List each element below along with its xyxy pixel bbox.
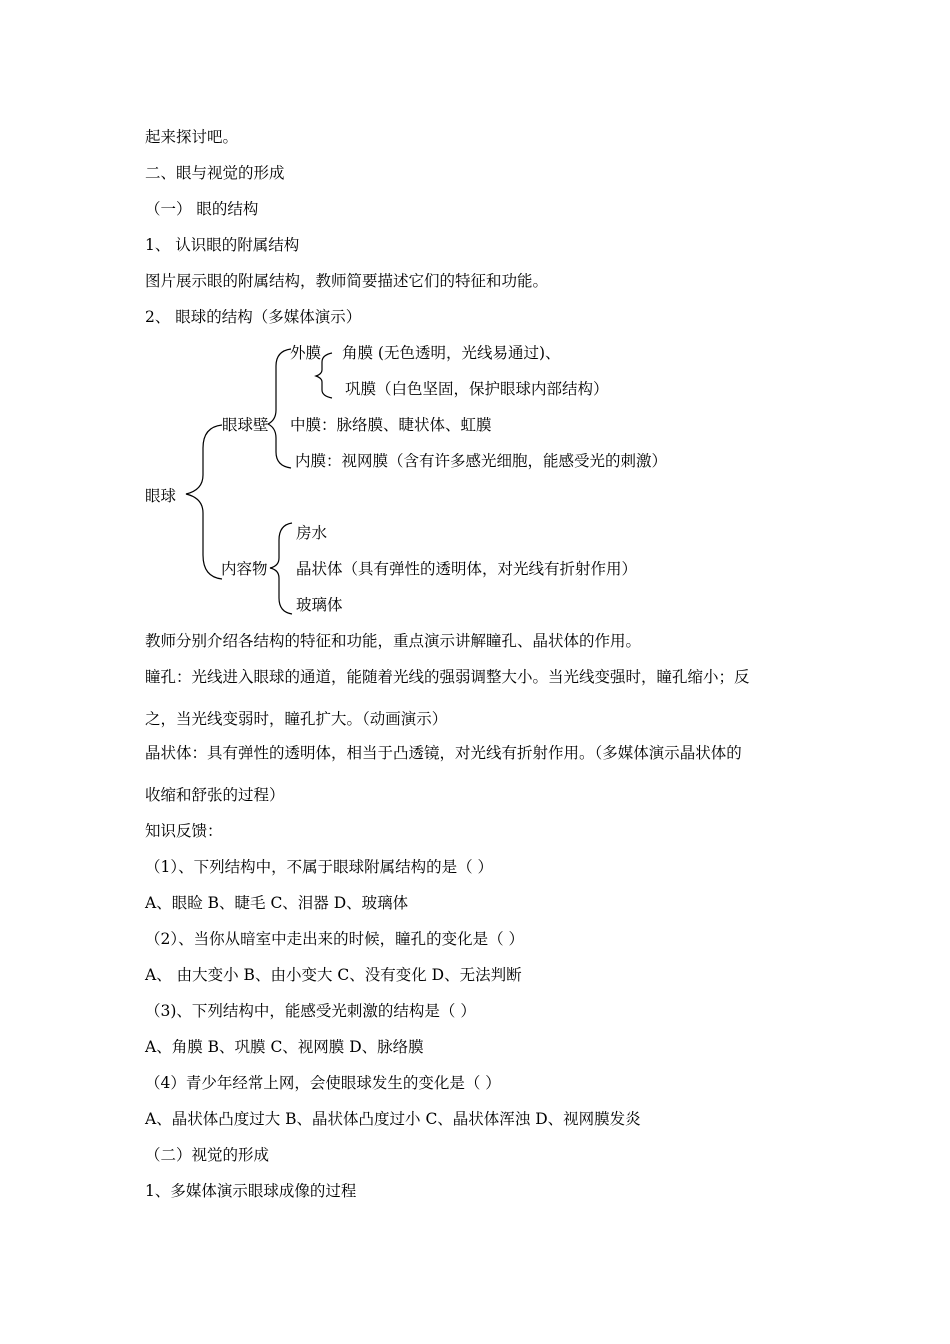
- question-2: （2）、当你从暗室中走出来的时候，瞳孔的变化是（ ）: [145, 930, 525, 948]
- question-1: （1）、下列结构中，不属于眼球附属结构的是（ ）: [145, 858, 494, 876]
- item-heading: 1、多媒体演示眼球成像的过程: [145, 1182, 357, 1200]
- inner-layer-text: 内膜：视网膜（含有许多感光细胞，能感受光的刺激）: [295, 452, 668, 470]
- subsection-heading: （二）视觉的形成: [145, 1146, 270, 1164]
- item-heading: 2、 眼球的结构（多媒体演示）: [145, 308, 362, 326]
- outer-layer-label: 外膜: [290, 344, 322, 362]
- cornea-text: 角膜 (无色透明，光线易通过)、: [342, 344, 561, 362]
- feedback-heading: 知识反馈：: [145, 822, 223, 840]
- question-3-options: A、角膜 B、巩膜 C、视网膜 D、脉络膜: [145, 1038, 424, 1056]
- question-2-options: A、 由大变小 B、由小变大 C、没有变化 D、无法判断: [145, 966, 522, 984]
- text-line: 收缩和舒张的过程）: [145, 786, 285, 804]
- text-line: 之，当光线变弱时，瞳孔扩大。（动画演示）: [145, 710, 448, 728]
- subsection-heading: （一） 眼的结构: [145, 200, 259, 218]
- aqueous-humor-text: 房水: [296, 524, 328, 542]
- question-1-options: A、眼睑 B、睫毛 C、泪器 D、玻璃体: [145, 894, 409, 912]
- text-line: 瞳孔：光线进入眼球的通道，能随着光线的强弱调整大小。当光线变强时，瞳孔缩小；反: [145, 668, 750, 686]
- text-line: 教师分别介绍各结构的特征和功能，重点演示讲解瞳孔、晶状体的作用。: [145, 632, 642, 650]
- diagram-root-label: 眼球: [145, 487, 177, 505]
- text-line: 起来探讨吧。: [145, 128, 239, 146]
- wall-label: 眼球壁: [222, 416, 269, 434]
- text-line: 图片展示眼的附属结构，教师简要描述它们的特征和功能。: [145, 272, 549, 290]
- question-4: （4）青少年经常上网，会使眼球发生的变化是（ ）: [145, 1074, 501, 1092]
- question-4-options: A、晶状体凸度过大 B、晶状体凸度过小 C、晶状体浑浊 D、视网膜发炎: [145, 1110, 641, 1128]
- sclera-text: 巩膜（白色坚固，保护眼球内部结构）: [345, 380, 609, 398]
- vitreous-text: 玻璃体: [296, 596, 343, 614]
- text-line: 晶状体：具有弹性的透明体，相当于凸透镜，对光线有折射作用。（多媒体演示晶状体的: [145, 744, 742, 762]
- lens-text: 晶状体（具有弹性的透明体，对光线有折射作用）: [296, 560, 638, 578]
- item-heading: 1、 认识眼的附属结构: [145, 236, 300, 254]
- question-3: （3)、下列结构中，能感受光刺激的结构是（ ）: [145, 1002, 476, 1020]
- contents-label: 内容物: [221, 560, 268, 578]
- middle-layer-text: 中膜：脉络膜、睫状体、虹膜: [290, 416, 492, 434]
- section-heading: 二、眼与视觉的形成: [145, 164, 285, 182]
